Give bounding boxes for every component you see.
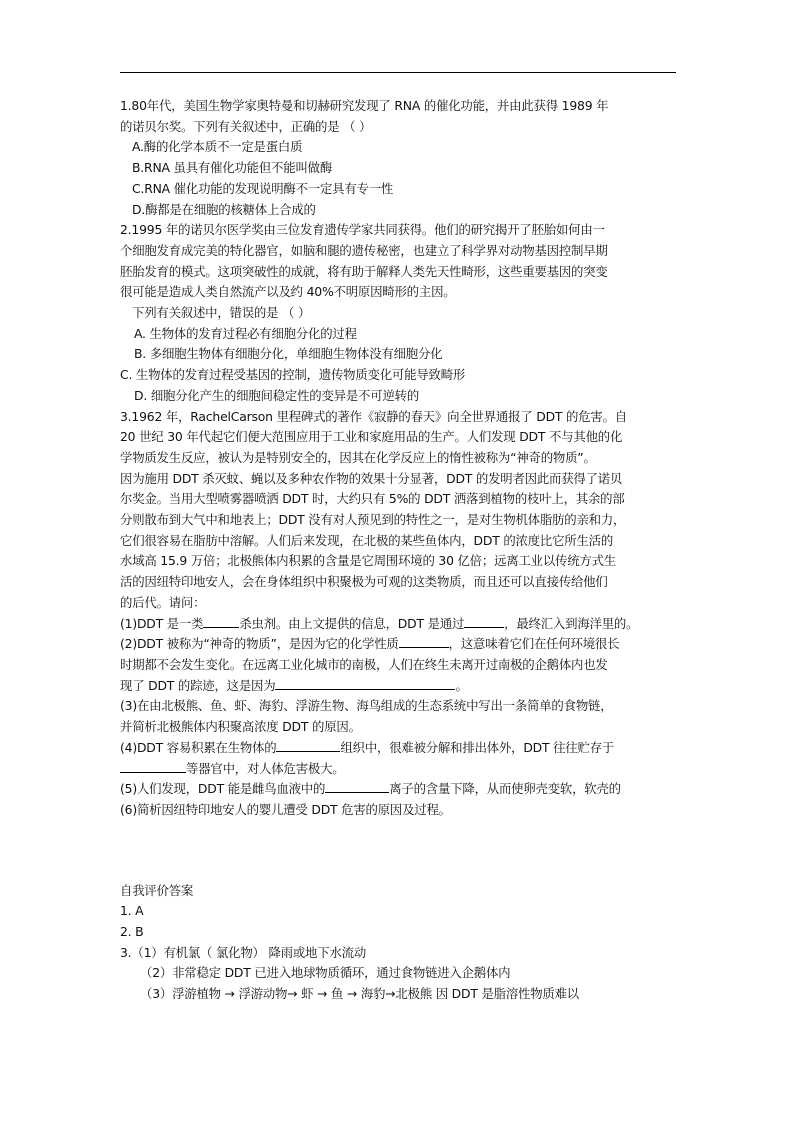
q3-sub4-blank-2[interactable] [120, 760, 186, 773]
answer-3-part-3: （3）浮游植物 → 浮游动物→ 虾 → 鱼 → 海豹→北极熊 因 DDT 是脂溶性物质难以 [140, 986, 579, 1002]
q3-subquestion-6: (6)简析因纽特印地安人的婴儿遭受 DDT 危害的原因及过程。 [120, 801, 451, 817]
question-2 [120, 220, 680, 406]
q3-sub4-blank-1[interactable] [276, 739, 340, 752]
answers-heading: 自我评价答案 [120, 882, 194, 898]
q2-option-c: C. 生物体的发育过程受基因的控制，遗传物质变化可能导致畸形 [120, 367, 466, 383]
q3-sub1-text-b: 杀虫剂。由上文提供的信息，DDT 是通过 [239, 615, 465, 631]
answer-2: 2. B [120, 924, 144, 940]
q1-option-b: B.RNA 虽具有催化功能但不能叫做酶 [132, 160, 333, 176]
q3-passage-line-8: 水域高 15.9 万倍；北极熊体内积累的含量是它周围环境的 30 亿倍；远离工业以传统方式生 [120, 553, 616, 569]
q3-sub4-text-b: 组织中，很难被分解和排出体外，DDT 往往贮存于 [340, 739, 615, 755]
q3-sub4-text-c: 等器官中，对人体危害极大。 [186, 760, 345, 776]
question-1 [120, 96, 680, 220]
q2-prompt: 下列有关叙述中，错误的是 （ ） [132, 305, 311, 321]
q3-subquestion-3-line-2: 并简析北极熊体内积聚高浓度 DDT 的原因。 [120, 719, 361, 735]
q3-passage-line-1: 3.1962 年，RachelCarson 里程碑式的著作《寂静的春天》向全世界通报了 DDT 的危害。自 [120, 408, 627, 424]
q2-option-a: A. 生物体的发育过程必有细胞分化的过程 [134, 325, 357, 341]
q1-option-d: D.酶都是在细胞的核糖体上合成的 [132, 201, 316, 217]
q3-passage-line-3: 学物质发生反应，被认为是特别安全的，因其在化学反应上的惰性被称为“神奇的物质”。 [120, 449, 596, 465]
q3-sub2-text-a: (2)DDT 被称为“神奇的物质”，是因为它的化学性质 [120, 636, 399, 652]
q2-option-d: D. 细胞分化产生的细胞间稳定性的变异是不可逆转的 [134, 387, 420, 403]
q3-sub5-text-a: (5)人们发现，DDT 能是雌鸟血液中的 [120, 781, 326, 797]
answer-3-part-1: 3.（1）有机氯（ 氯化物） 降雨或地下水流动 [120, 944, 367, 960]
q3-sub2-blank-1[interactable] [399, 636, 449, 649]
q3-sub5-text-b: 离子的含量下降，从而使卵壳变软，软壳的 [389, 781, 621, 797]
q3-passage-line-10: 的后代。请问： [120, 594, 206, 610]
q2-stem-line-4: 很可能是造成人类自然流产以及约 40%不明原因畸形的主因。 [120, 284, 456, 300]
q2-stem-line-3: 胚胎发育的模式。这项突破性的成就，将有助于解释人类先天性畸形，这些重要基因的突变 [120, 263, 608, 279]
q2-option-b: B. 多细胞生物体有细胞分化，单细胞生物体没有细胞分化 [134, 346, 443, 362]
q3-subquestion-1 [120, 614, 680, 635]
q3-passage-line-9: 活的因纽特印地安人，会在身体组织中积聚极为可观的这类物质，而且还可以直接传给他们 [120, 574, 608, 590]
q3-sub5-blank-1[interactable] [325, 780, 389, 793]
header-rule [120, 72, 676, 73]
q3-passage-line-6: 分则散布到大气中和地表上；DDT 没有对人预见到的特性之一，是对生物机体脂肪的亲和力， [120, 512, 626, 528]
q3-passage-line-7: 它们很容易在脂肪中溶解。人们后来发现，在北极的某些鱼体内，DDT 的浓度比它所生活的 [120, 532, 614, 548]
q3-subquestion-2-line-2: 时期都不会发生变化。在远离工业化城市的南极，人们在终生未离开过南极的企鹅体内也发 [120, 656, 608, 672]
q3-subquestion-4-line-1 [120, 738, 680, 759]
answer-1: 1. A [120, 903, 144, 919]
answers-section [120, 881, 680, 1005]
q1-stem-line-2: 的诺贝尔奖。下列有关叙述中，正确的是 （ ） [120, 118, 372, 134]
q1-option-a: A.酶的化学本质不一定是蛋白质 [132, 139, 303, 155]
q3-sub2-text-c: 现了 DDT 的踪迹，这是因为 [120, 677, 276, 693]
section-spacer [120, 821, 680, 881]
q3-passage-line-5: 尔奖金。当用大型喷雾器喷洒 DDT 时，大约只有 5%的 DDT 洒落到植物的枝叶上，其余的部 [120, 491, 625, 507]
q3-sub2-text-d: 。 [455, 677, 468, 693]
q2-stem-line-1: 2.1995 年的诺贝尔医学奖由三位发育遗传学家共同获得。他们的研究揭开了胚胎如何由一 [120, 222, 605, 238]
q3-sub1-blank-1[interactable] [203, 615, 239, 628]
q3-sub1-blank-2[interactable] [464, 615, 504, 628]
q3-sub1-text-c: ，最终汇入到海洋里的。 [504, 615, 639, 631]
answer-3-part-2: （2）非常稳定 DDT 已进入地球物质循环，通过食物链进入企鹅体内 [140, 965, 511, 981]
q3-subquestion-4-line-2 [120, 759, 680, 780]
q3-sub2-blank-2[interactable] [275, 677, 455, 690]
q1-stem-line-1: 1.80年代，美国生物学家奥特曼和切赫研究发现了 RNA 的催化功能，并由此获得 1989 年 [120, 98, 609, 113]
q3-subquestion-2-line-1 [120, 634, 680, 655]
q3-sub4-text-a: (4)DDT 容易积累在生物体的 [120, 739, 277, 755]
q3-sub2-text-b: ，这意味着它们在任何环境很长 [448, 636, 620, 652]
question-3 [120, 407, 680, 821]
q2-stem-line-2: 个细胞发育成完美的特化器官，如脑和腿的遗传秘密，也建立了科学界对动物基因控制早期 [120, 242, 608, 258]
q3-subquestion-2-line-3 [120, 676, 680, 697]
q1-option-c: C.RNA 催化功能的发现说明酶不一定具有专一性 [132, 180, 394, 196]
q3-passage-line-4: 因为施用 DDT 杀灭蚊、蝇以及多种农作物的效果十分显著，DDT 的发明者因此而获得了诺贝 [120, 470, 623, 486]
document-body [120, 96, 680, 1005]
q3-sub1-text-a: (1)DDT 是一类 [120, 615, 204, 631]
q3-passage-line-2: 20 世纪 30 年代起它们便大范围应用于工业和家庭用品的生产。人们发现 DDT 不与其他的化 [120, 429, 623, 445]
q3-subquestion-3-line-1: (3)在由北极熊、鱼、虾、海豹、浮游生物、海鸟组成的生态系统中写出一条简单的食物链， [120, 698, 613, 714]
q3-subquestion-5 [120, 779, 680, 800]
